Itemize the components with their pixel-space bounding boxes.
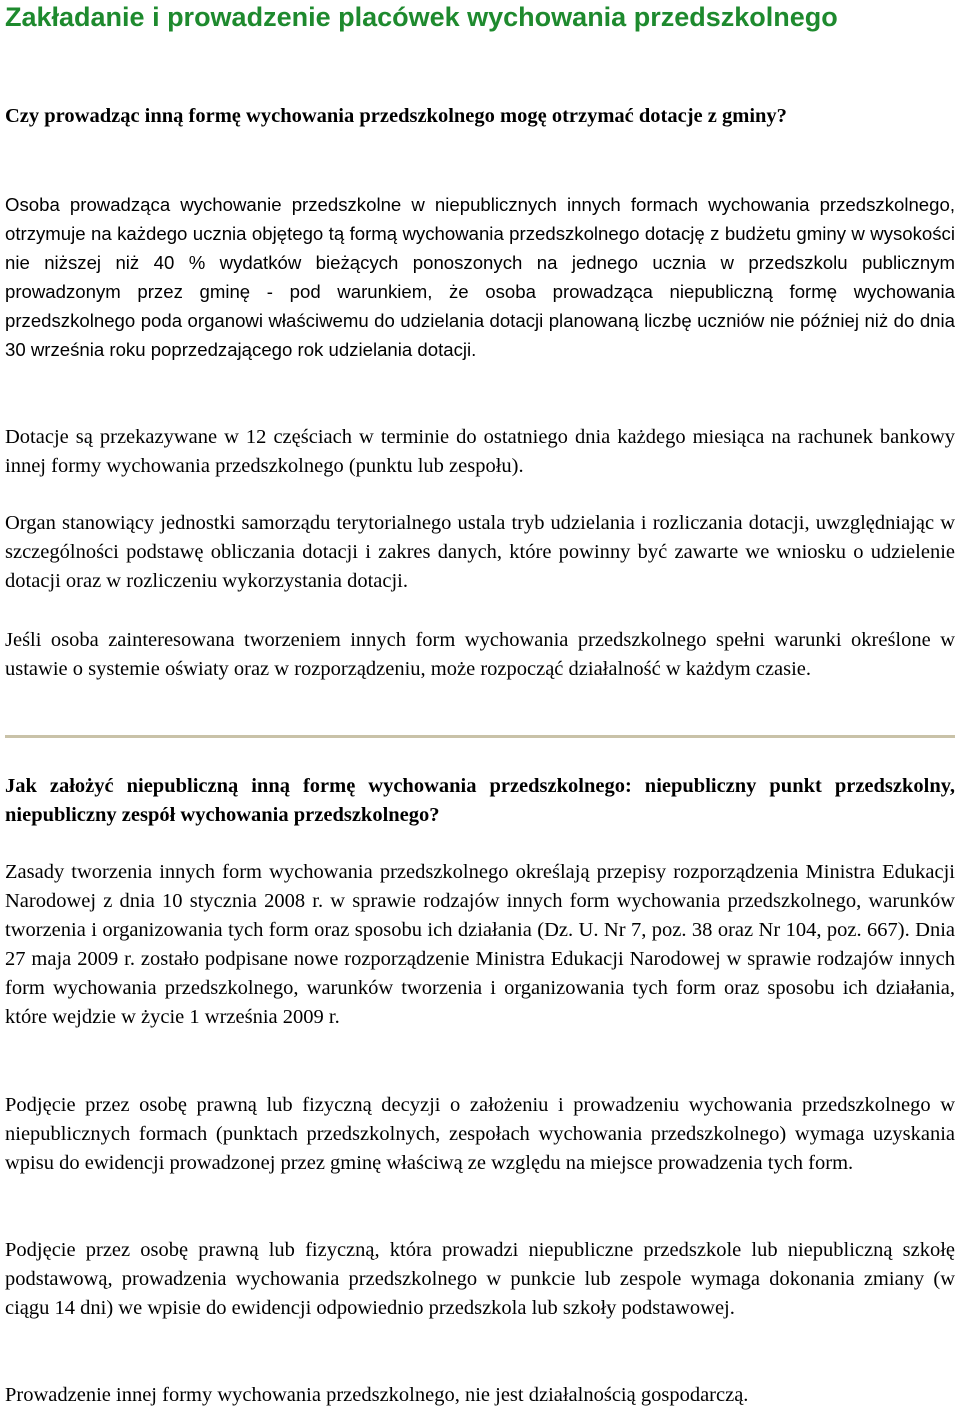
paragraph-podjecie-zmiany: Podjęcie przez osobę prawną lub fizyczną, która prowadzi niepubliczne przedszkole lub niepubliczną szkołę podstawową, prowadzenia wychowania przedszkolnego w punkcie lub zespole wymaga dokonania zmiany (w ciągu 14 dni) we wpisie do ewidencji odpowiednio przedszkola lub szkoły podstawowej.: [5, 1239, 955, 1319]
paragraph-dotacje-przekazywane: Dotacje są przekazywane w 12 częściach w terminie do ostatniego dnia każdego miesiąca na rachunek bankowy innej formy wychowania przedszkolnego (punktu lub zespołu).: [5, 426, 955, 477]
section-divider: [5, 735, 955, 738]
paragraph-jesli-osoba: Jeśli osoba zainteresowana tworzeniem innych form wychowania przedszkolnego spełni warunki określone w ustawie o systemie oświaty oraz w rozporządzeniu, może rozpocząć działalność w każdym czasie.: [5, 629, 955, 680]
section-heading-dotacje: Czy prowadząc inną formę wychowania przedszkolnego mogę otrzymać dotacje z gminy?: [5, 105, 787, 127]
paragraph-zasady-tworzenia: Zasady tworzenia innych form wychowania przedszkolnego określają przepisy rozporządzenia Ministra Edukacji Narodowej z dnia 10 stycznia 2008 r. w sprawie rodzajów innych form wychowania przedszkolnego, warunków tworzenia i organizowania tych form oraz sposobu ich działania (Dz. U. Nr 7, poz. 38 oraz Nr 104, poz. 667). Dnia 27 maja 2009 r. zostało podpisane nowe rozporządzenie Ministra Edukacji Narodowej w sprawie rodzajów innych form wychowania przedszkolnego, warunków tworzenia i organizowania tych form oraz sposobu ich działania, które wejdzie w życie 1 września 2009 r.: [5, 861, 955, 1028]
paragraph-podjecie-decyzji: Podjęcie przez osobę prawną lub fizyczną decyzji o założeniu i prowadzeniu wychowania przedszkolnego w niepublicznych formach (punktach przedszkolnych, zespołach wychowania przedszkolnego) wymaga uzyskania wpisu do ewidencji prowadzonej przez gminę właściwą ze względu na miejsce prowadzenia tych form.: [5, 1094, 955, 1174]
section-heading-jak-zalozyc: Jak założyć niepubliczną inną formę wychowania przedszkolnego: niepubliczny punkt przedszkolny, niepubliczny zespół wychowania przedszkolnego?: [5, 775, 955, 826]
page-title: Zakładanie i prowadzenie placówek wychowania przedszkolnego: [5, 2, 838, 32]
paragraph-organ-stanowiacy: Organ stanowiący jednostki samorządu terytorialnego ustala tryb udzielania i rozliczania dotacji, uwzględniając w szczególności podstawę obliczania dotacji i zakres danych, które powinny być zawarte we wniosku o udzielenie dotacji oraz w rozliczeniu wykorzystania dotacji.: [5, 512, 955, 592]
paragraph-nie-dzialalnosc: Prowadzenie innej formy wychowania przedszkolnego, nie jest działalnością gospodarczą.: [5, 1384, 749, 1406]
paragraph-dotacja-osoba-prowadzaca: Osoba prowadząca wychowanie przedszkolne w niepublicznych innych formach wychowania przedszkolnego, otrzymuje na każdego ucznia objętego tą formą wychowania przedszkolnego dotację z budżetu gminy w wysokości nie niższej niż 40 % wydatków bieżących ponoszonych na jednego ucznia w przedszkolu publicznym prowadzonym przez gminę - pod warunkiem, że osoba prowadząca niepubliczną formę wychowania przedszkolnego poda organowi właściwemu do udzielania dotacji planowaną liczbę uczniów nie później niż do dnia 30 września roku poprzedzającego rok udzielania dotacji.: [5, 194, 955, 360]
